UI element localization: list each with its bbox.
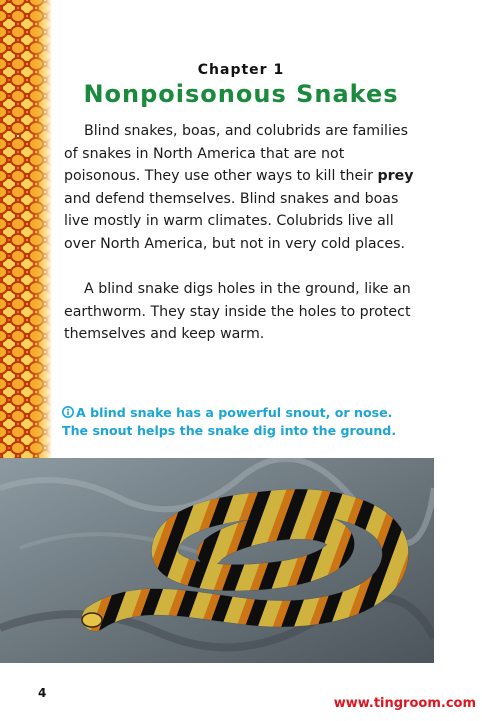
snake-photo: [0, 458, 434, 663]
paragraph-2: A blind snake digs holes in the ground, like an earthworm. They stay inside the holes to protect themselves and keep warm.: [64, 281, 411, 342]
watermark-link[interactable]: www.tingroom.com: [333, 696, 476, 711]
glossary-term-prey: prey: [377, 168, 414, 184]
chapter-label: Chapter 1: [197, 62, 285, 78]
paragraph-1-text-start: Blind snakes, boas, and colubrids are families of snakes in North America that are not poisonous. They use other ways to kill their: [64, 123, 409, 184]
paragraph-1: [64, 120, 416, 255]
chapter-title: Nonpoisonous Snakes: [83, 80, 399, 108]
photo-caption: [62, 404, 412, 440]
page-number: 4: [38, 686, 47, 700]
photo-caption-text: A blind snake has a powerful snout, or nose. The snout helps the snake dig into the ground.: [62, 405, 397, 438]
paragraph-1-text-end: and defend themselves. Blind snakes and boas live mostly in warm climates. Colubrids live all over North America, but not in very cold places.: [64, 190, 406, 252]
